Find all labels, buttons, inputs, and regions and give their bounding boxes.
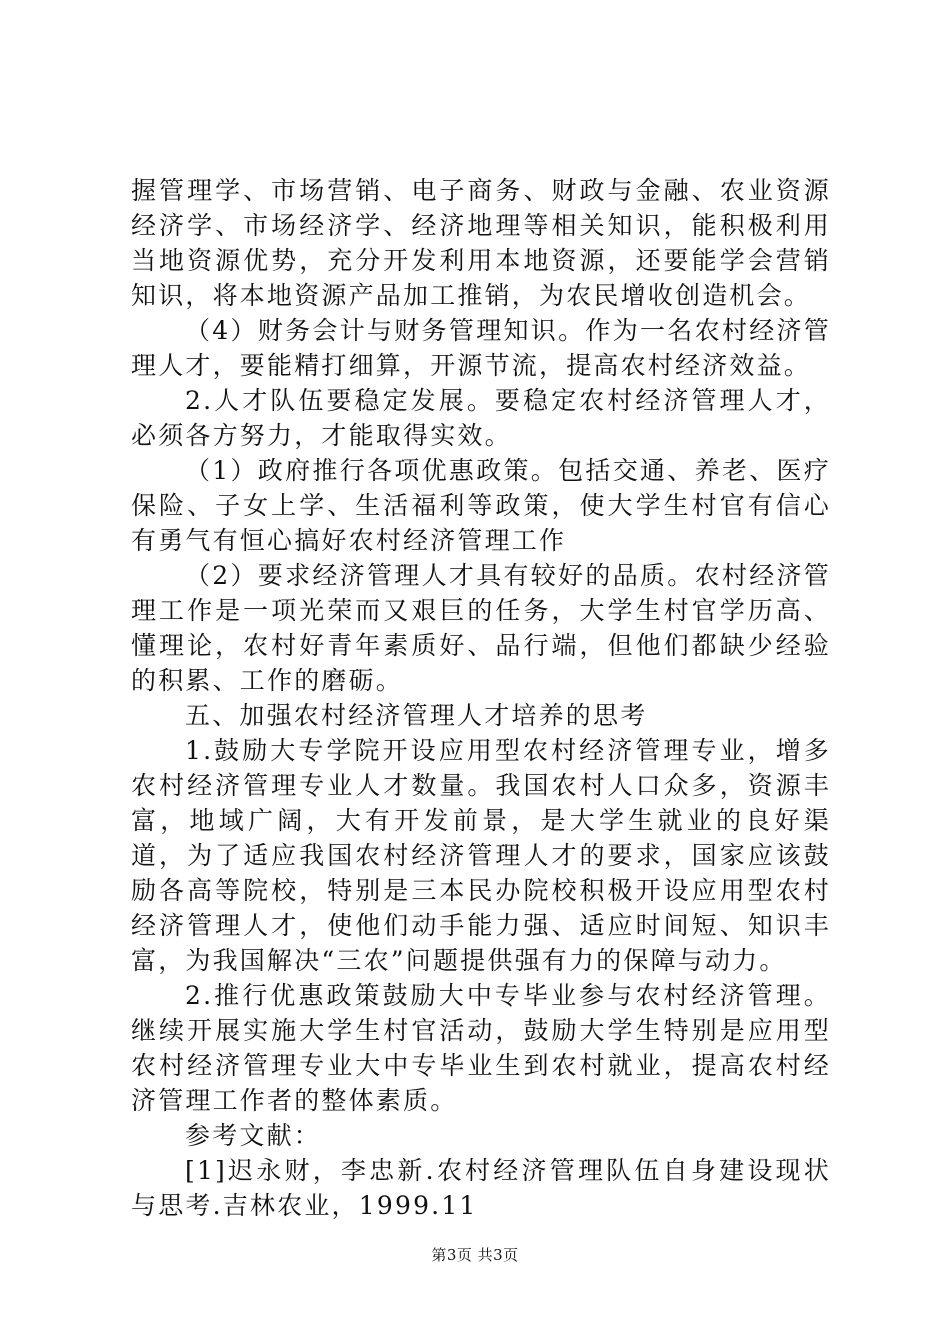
paragraph-continuation: 握管理学、市场营销、电子商务、财政与金融、农业资源经济学、市场经济学、经济地理等相关知识，能积极利用当地资源优势，充分开发利用本地资源，还要能学会营销知识，将本地资源产品加工推销，为农民增收创造机会。 — [131, 176, 831, 310]
paragraph-preferential-policy: 2.推行优惠政策鼓励大中专毕业参与农村经济管理。继续开展实施大学生村官活动，鼓励大学生特别是应用型农村经济管理专业大中专毕业生到农村就业，提高农村经济管理工作者的整体素质。 — [131, 981, 831, 1115]
paragraph-government-policy: （1）政府推行各项优惠政策。包括交通、养老、医疗保险、子女上学、生活福利等政策，使大学生村官有信心有勇气有恒心搞好农村经济管理工作 — [131, 456, 831, 555]
reference-item: [1]迟永财，李忠新.农村经济管理队伍自身建设现状与思考.吉林农业，1999.11 — [131, 1156, 831, 1220]
paragraph-talent-stability: 2.人才队伍要稳定发展。要稳定农村经济管理人才，必须各方努力，才能取得实效。 — [131, 386, 831, 450]
document-body — [131, 173, 831, 1223]
section-heading-five: 五、加强农村经济管理人才培养的思考 — [185, 701, 648, 730]
references-heading: 参考文献： — [185, 1121, 322, 1150]
page-footer: 第3页 共3页 — [431, 1246, 519, 1264]
paragraph-talent-quality: （2）要求经济管理人才具有较好的品质。农村经济管理工作是一项光荣而又艰巨的任务，大学生村官学历高、懂理论，农村好青年素质好、品行端，但他们都缺少经验的积累、工作的磨砺。 — [131, 561, 831, 695]
paragraph-finance-knowledge: （4）财务会计与财务管理知识。作为一名农村经济管理人才，要能精打细算，开源节流，提高农村经济效益。 — [131, 316, 831, 380]
paragraph-encourage-colleges: 1.鼓励大专学院开设应用型农村经济管理专业，增多农村经济管理专业人才数量。我国农村人口众多，资源丰富，地域广阔，大有开发前景，是大学生就业的良好渠道，为了适应我国农村经济管理人才的要求，国家应该鼓励各高等院校，特别是三本民办院校积极开设应用型农村经济管理人才，使他们动手能力强、适应时间短、知识丰富，为我国解决“三农”问题提供强有力的保障与动力。 — [131, 736, 831, 975]
